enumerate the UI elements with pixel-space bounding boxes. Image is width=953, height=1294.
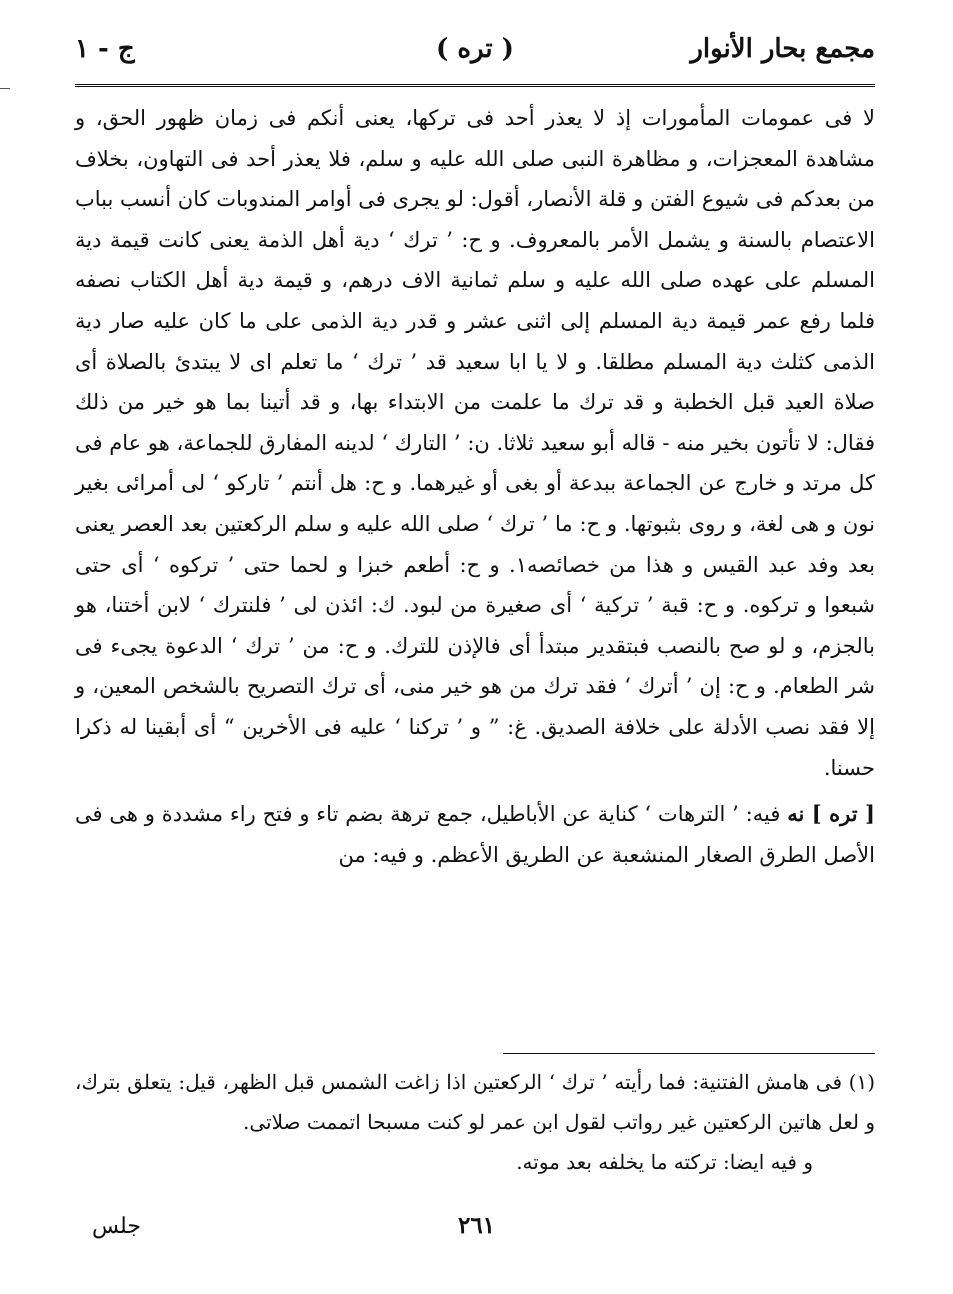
body-paragraph-1: لا فى عمومات المأمورات إذ لا يعذر أحد فى تركها، يعنى أنكم فى زمان ظهور الحق، و مشاهدة المعجزات، و مظاهرة النبى صلى الله عليه و سلم، فلا يعذر أحد فى التهاون، بخلاف من بعدكم فى شيوع الفتن و قلة الأنصار، أقول: لو يجرى فى أوامر المندوبات كان أنسب بباب الاعتصام بالسنة و يشمل الأمر بالمعروف. و ح: ’ ترك ‘ دية أهل الذمة يعنى كانت قيمة دية المسلم على عهده صلى الله عليه و سلم ثمانية الاف درهم، و قيمة دية أهل الكتاب نصفه فلما رفع عمر قيمة دية المسلم إلى اثنى عشر و قدر دية الذمى على ما كان عليه صار دية الذمى كثلث دية المسلم مطلقا. و لا يا ابا سعيد قد ’ ترك ‘ ما تعلم اى لا يبتدئ بالصلاة أى صلاة العيد قبل الخطبة و قد ترك ما علمت من الابتداء بها، و قد أتينا بما هو خير من ذلك فقال: لا تأتون بخير منه - قاله أبو سعيد ثلاثا. ن: ’ التارك ‘ لدينه المفارق للجماعة، هو عام فى كل مرتد و خارج عن الجماعة ببدعة أو بغى أو غيرهما. و ح: هل أنتم ’ تاركو ‘ لى أمرائى بغير نون و هى لغة، و روى بثبوتها. و ح: ما ’ ترك ‘ صلى الله عليه و سلم الركعتين بعد العصر يعنى بعد وفد عبد القيس و هذا من خصائصه١. و ح: أطعم خبزا و لحما حتى ’ تركوه ‘ أى حتى شبعوا و تركوه. و ح: قبة ’ تركية ‘ أى صغيرة من لبود. ك: ائذن لى ’ فلنترك ‘ لابن أختنا، هو بالجزم، و لو صح بالنصب فبتقدير مبتدأ أى فالإذن للترك. و ح: من ’ ترك ‘ الدعوة يجىء فى شر الطعام. و ح: إن ’ أترك ‘ فقد ترك من هو خير منى، أى ترك التصريح بالشخص المعين، و إلا فقد نصب الأدلة على خلافة الصديق. غ: ” و ’ تركنا ‘ عليه فى الأخرين “ أى أبقينا له ذكرا حسنا. [75, 106, 875, 780]
footnote-2: و فيه ايضا: تركته ما يخلفه بعد موته. [516, 1150, 813, 1174]
signature-mark: جلس [92, 1214, 141, 1239]
main-text [75, 98, 875, 875]
page-number: ٢٦١ [457, 1212, 496, 1239]
body-paragraph-2-text: فيه: ’ الترهات ‘ كناية عن الأباطيل، جمع ترهة بضم تاء و فتح راء مشددة و هى فى الأصل الطرق الصغار المنشعبة عن الطريق الأعظم. و فيه: من [75, 802, 875, 867]
volume-label: ج - ١ [75, 34, 135, 64]
entry-head: [ تره ] نه [787, 801, 875, 827]
entry-root-heading: ( تره ) [436, 34, 514, 64]
footnote-divider [503, 1053, 875, 1054]
header-divider [75, 84, 875, 87]
body-paragraph-2 [75, 794, 875, 875]
footnotes [75, 1062, 875, 1182]
footnote-1: (١) فى هامش الفتنية: فما رأيته ’ ترك ‘ الركعتين اذا زاغت الشمس قبل الظهر، قيل: يتعلق بترك، و لعل هاتين الركعتين غير رواتب لقول ابن عمر لو كنت مسبحا اتممت صلاتى. [75, 1070, 875, 1134]
book-title: مجمع بحار الأنوار [690, 34, 875, 64]
page-header [75, 30, 875, 74]
margin-mark [0, 88, 10, 89]
